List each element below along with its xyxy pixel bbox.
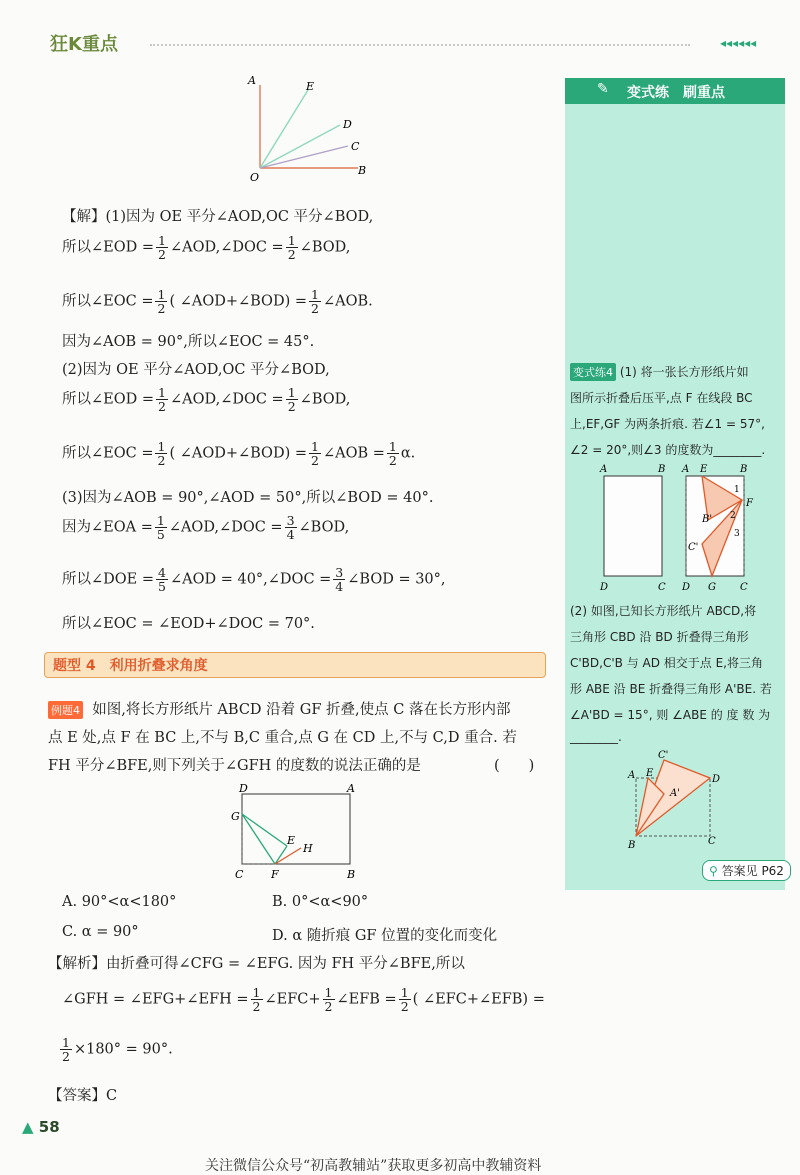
solution-line-11: 所以∠EOC = ∠EOD+∠DOC = 70°. [62, 616, 315, 632]
fig2-label-a: A [628, 770, 636, 781]
variant-line-2: 图所示折叠后压平,点 F 在线段 BC [570, 391, 753, 405]
fold-label-d: D [239, 782, 248, 795]
label-o: O [250, 171, 260, 182]
variant2-line-5: ∠A'BD = 15°, 则 ∠ABE 的 度 数 为 [570, 708, 771, 722]
solution-line-1: 【解】(1)因为 OE 平分∠AOD,OC 平分∠BOD, [62, 209, 374, 225]
fig2-label-e: E [646, 768, 654, 779]
solution-line-7: 所以∠EOC = $\frac{1}{2}$ ( ∠AOD+∠BOD) = $\frac{1}{2}$ ∠AOB = $\frac{1}{2}$ α. [62, 439, 416, 468]
fold-figure-1 [590, 460, 760, 600]
fig1-label-d2: D [682, 582, 691, 593]
label-c: C [351, 140, 360, 153]
variant-line-3: 上,EF,GF 为两条折痕. 若∠1 = 57°, [570, 417, 765, 431]
page-badge-icon: ▲ [22, 1118, 34, 1136]
header-arrows: ◂◂◂◂◂◂ [720, 36, 757, 50]
fig1-label-f: F [746, 498, 753, 509]
section-bar [44, 652, 546, 678]
label-e: E [306, 80, 315, 93]
solution-line-3: 所以∠EOC = $\frac{1}{2}$ ( ∠AOD+∠BOD) = $\frac{1}{2}$ ∠AOB. [62, 287, 373, 316]
person-icon: ✎ [597, 81, 609, 97]
analysis-line-2: ∠GFH = ∠EFG+∠EFH = $\frac{1}{2}$ ∠EFC+ $\frac{1}{2}$ ∠EFB = $\frac{1}{2}$ ( ∠EFC+∠EFB) = [62, 985, 545, 1014]
section-title: 题型 4 利用折叠求角度 [53, 658, 208, 674]
fig2-label-d: D [712, 774, 721, 785]
fold-label-b: B [347, 868, 356, 881]
answer-line: 【答案】C [48, 1088, 118, 1104]
fig1-label-b1: B [658, 464, 666, 475]
answer-reference: ⚲ 答案见 P62 [702, 860, 791, 881]
fig1-label-a1: A [600, 464, 608, 475]
page-number: ▲ 58 [22, 1118, 60, 1136]
variant2-line-2: 三角形 CBD 沿 BD 折叠得三角形 [570, 630, 749, 644]
header-brand: 狂K重点 [50, 34, 118, 55]
solution-line-4: 因为∠AOB = 90°,所以∠EOC = 45°. [62, 334, 315, 350]
fig1-label-d1: D [600, 582, 609, 593]
angle-figure [240, 70, 380, 182]
example-line-2: 点 E 处,点 F 在 BC 上,不与 B,C 重合,点 G 在 CD 上,不与 C,D 重合. 若 [48, 730, 517, 746]
label-d: D [343, 118, 352, 131]
fig2-label-b: B [628, 840, 636, 851]
analysis-line-1: 【解析】由折叠可得∠CFG = ∠EFG. 因为 FH 平分∠BFE,所以 [48, 956, 465, 972]
option-b: B. 0°<α<90° [272, 894, 369, 910]
example-line-3: FH 平分∠BFE,则下列关于∠GFH 的度数的说法正确的是 [48, 758, 421, 774]
fig2-label-c: C [708, 836, 716, 847]
fold-label-g: G [231, 810, 240, 823]
fig1-label-e: E [700, 464, 708, 475]
fold-label-e: E [287, 834, 296, 847]
fold-figure-2 [620, 748, 730, 852]
header-dotted-rule [150, 44, 690, 46]
variant-tag: 变式练4 [570, 363, 616, 381]
variant2-line-1: (2) 如图,已知长方形纸片 ABCD,将 [570, 604, 757, 618]
fig1-label-c1: C [658, 582, 666, 593]
fig1-label-c2: C [740, 582, 748, 593]
fig1-label-g: G [708, 582, 716, 593]
fig1-label-2: 2 [730, 511, 736, 521]
variant2-line-4: 形 ABE 沿 BE 折叠得三角形 A'BE. 若 [570, 682, 772, 696]
option-d: D. α 随折痕 GF 位置的变化而变化 [272, 928, 498, 944]
option-c: C. α = 90° [62, 924, 139, 940]
example-tag: 例题4 [48, 701, 83, 719]
solution-line-2: 所以∠EOD = $\frac{1}{2}$ ∠AOD,∠DOC = $\frac{1}{2}$ ∠BOD, [62, 233, 351, 262]
fold-figure [225, 780, 365, 882]
fig2-label-aprime: A' [670, 788, 680, 799]
fig1-label-bprime: B' [702, 514, 713, 525]
fig2-label-cprime: C' [658, 750, 669, 761]
solution-line-5: (2)因为 OE 平分∠AOD,OC 平分∠BOD, [62, 362, 330, 378]
solution-line-8: (3)因为∠AOB = 90°,∠AOD = 50°,所以∠BOD = 40°. [62, 490, 434, 506]
label-b: B [358, 164, 367, 177]
footer-note: 关注微信公众号“初高教辅站”获取更多初高中教辅资料 [205, 1158, 542, 1174]
label-a: A [248, 74, 256, 87]
fold-label-a: A [347, 782, 355, 795]
solution-line-9: 因为∠EOA = $\frac{1}{5}$ ∠AOD,∠DOC = $\frac{3}{4}$ ∠BOD, [62, 513, 350, 542]
fig1-label-a2: A [682, 464, 690, 475]
option-a: A. 90°<α<180° [62, 894, 177, 910]
variant-line-4: ∠2 = 20°,则∠3 的度数为________. [570, 443, 766, 457]
fig1-label-1: 1 [734, 485, 740, 495]
key-icon: ⚲ [709, 864, 718, 878]
example-line-1: 例题4 如图,将长方形纸片 ABCD 沿着 GF 折叠,使点 C 落在长方形内部 [48, 698, 510, 719]
variant-line-1: 变式练4 (1) 将一张长方形纸片如 [570, 363, 749, 381]
solution-line-10: 所以∠DOE = $\frac{4}{5}$ ∠AOD = 40°,∠DOC = $\frac{3}{4}$ ∠BOD = 30°, [62, 565, 446, 594]
variant2-line-3: C'BD,C'B 与 AD 相交于点 E,将三角 [570, 656, 763, 670]
variant2-line-6: ________. [570, 730, 622, 744]
answer-parentheses: ( ) [494, 758, 535, 774]
fig1-label-b2: B [740, 464, 748, 475]
solution-line-6: 所以∠EOD = $\frac{1}{2}$ ∠AOD,∠DOC = $\frac{1}{2}$ ∠BOD, [62, 385, 351, 414]
fig1-label-cprime: C' [688, 542, 699, 553]
fold-label-h: H [303, 842, 313, 855]
fig1-label-3: 3 [734, 529, 740, 539]
sidebar-title: 变式练 刷重点 [627, 85, 725, 101]
fold-label-f: F [271, 868, 279, 881]
sidebar-header [565, 78, 785, 104]
fold-label-c: C [235, 868, 244, 881]
analysis-line-3: $\frac{1}{2}$ ×180° = 90°. [62, 1035, 173, 1064]
